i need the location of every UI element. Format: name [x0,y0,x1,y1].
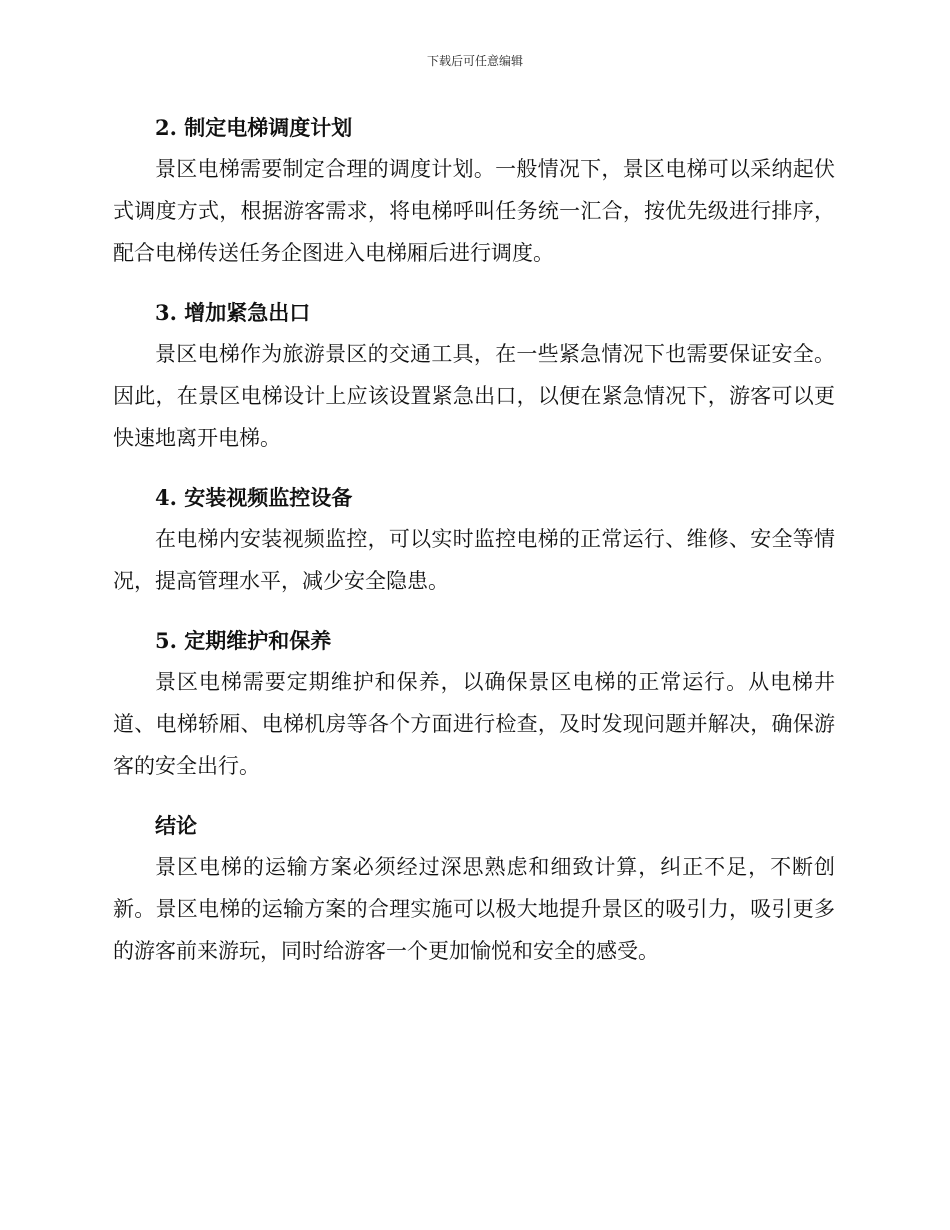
page-header: 下载后可任意编辑 [426,54,523,68]
section-conclusion [113,806,835,972]
section-paragraph: 景区电梯需要定期维护和保养，以确保景区电梯的正常运行。从电梯井道、电梯轿厢、电梯机房等各个方面进行检查，及时发现问题并解决，确保游客的安全出行。 [113,670,835,778]
section-paragraph: 景区电梯需要制定合理的调度计划。一般情况下，景区电梯可以采纳起伏式调度方式，根据游客需求，将电梯呼叫任务统一汇合，按优先级进行排序，配合电梯传送任务企图进入电梯厢后进行调度。 [113,157,835,265]
section-heading: 3. 增加紧急出口 [155,300,311,325]
section-video-monitoring [113,478,835,602]
section-heading: 2. 制定电梯调度计划 [155,115,353,140]
section-paragraph: 景区电梯的运输方案必须经过深思熟虑和细致计算，纠正不足，不断创新。景区电梯的运输方案的合理实施可以极大地提升景区的吸引力，吸引更多的游客前来游玩，同时给游客一个更加愉悦和安全的感受。 [113,855,835,963]
section-emergency-exit [113,293,835,459]
section-paragraph: 景区电梯作为旅游景区的交通工具，在一些紧急情况下也需要保证安全。因此，在景区电梯设计上应该设置紧急出口，以便在紧急情况下，游客可以更快速地离开电梯。 [113,342,835,450]
section-paragraph: 在电梯内安装视频监控，可以实时监控电梯的正常运行、维修、安全等情况，提高管理水平，减少安全隐患。 [113,527,835,593]
document-body [113,108,835,991]
section-heading: 5. 定期维护和保养 [155,628,332,653]
section-heading: 结论 [155,813,197,838]
section-heading: 4. 安装视频监控设备 [155,485,353,510]
section-maintenance [113,621,835,787]
section-dispatch-plan [113,108,835,274]
